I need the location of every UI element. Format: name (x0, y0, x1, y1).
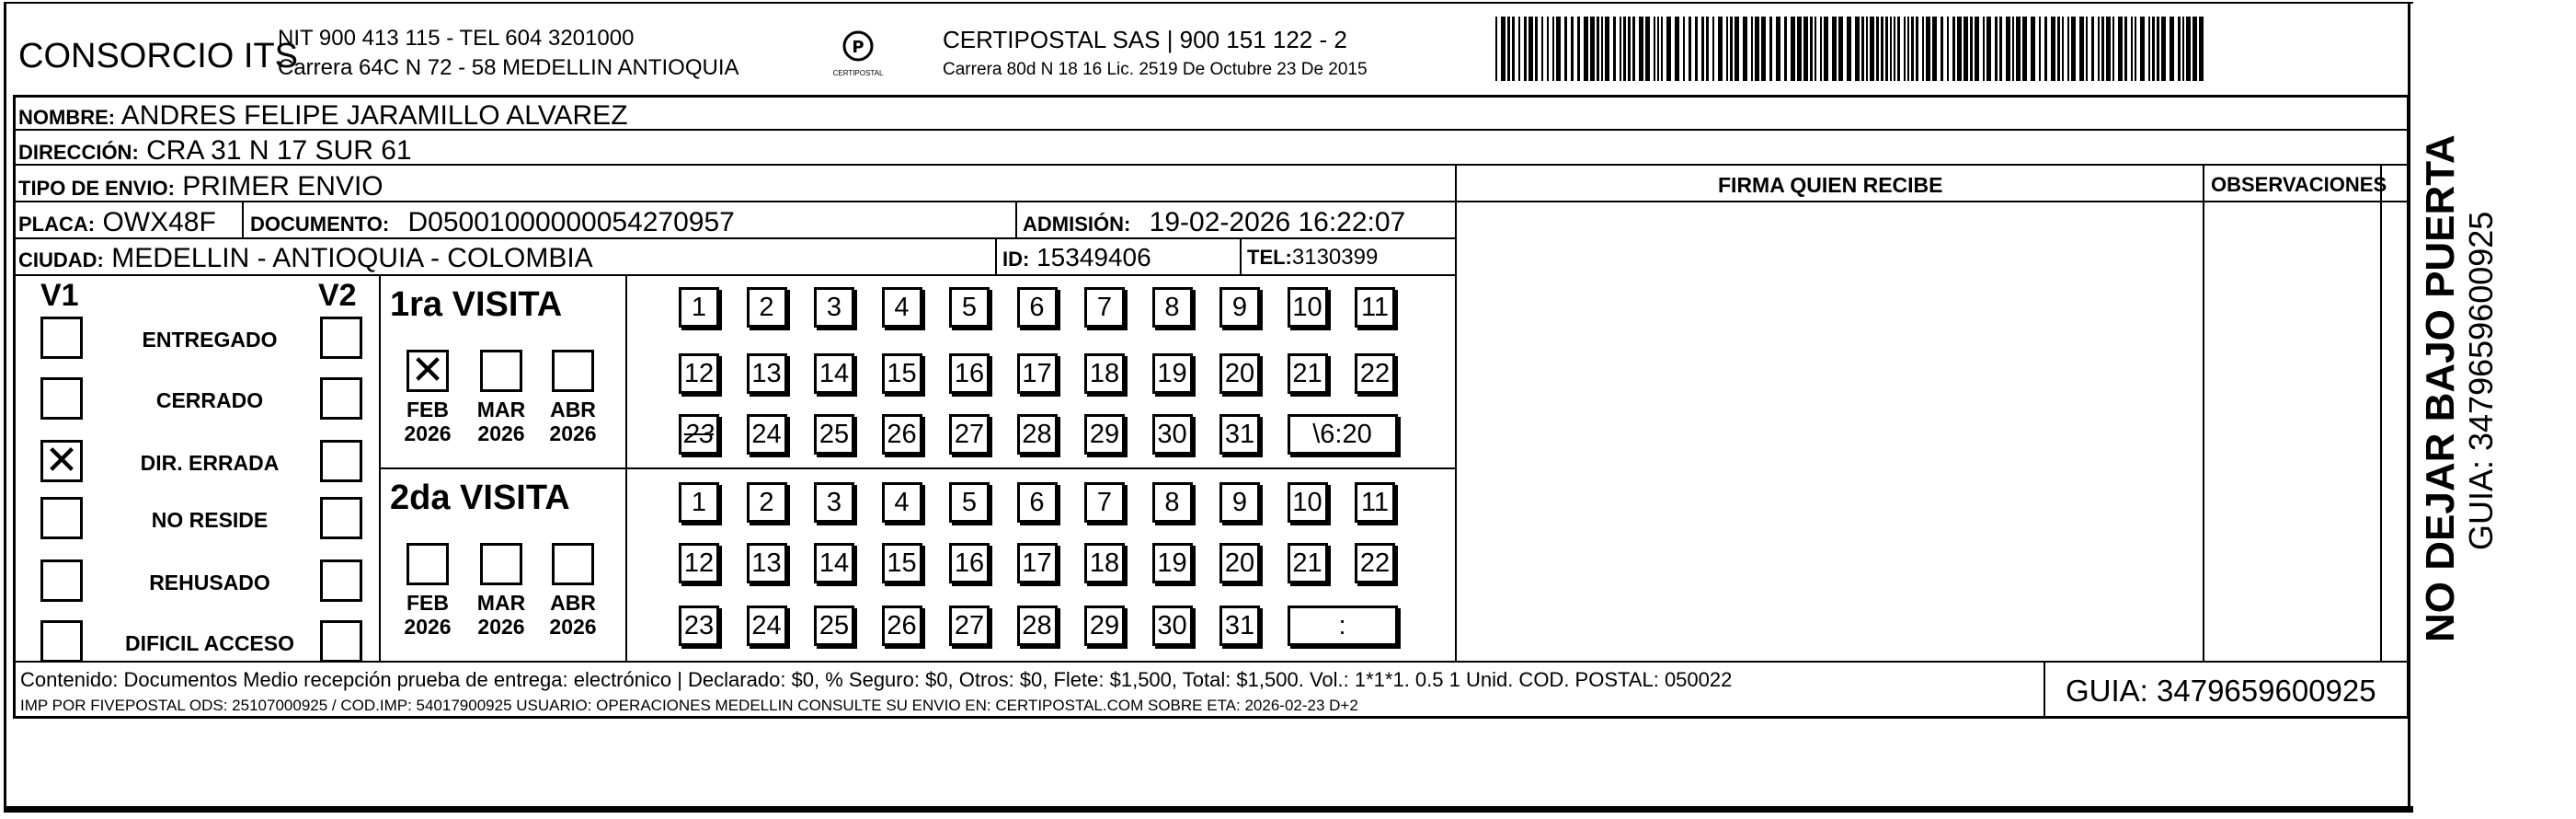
day-box[interactable]: 12 (679, 543, 719, 583)
day-box[interactable]: 6 (1017, 482, 1058, 523)
barcode-bar (2192, 17, 2197, 81)
barcode-bar (1970, 17, 1973, 81)
barcode-bar (1501, 17, 1506, 81)
day-box[interactable]: 11 (1355, 287, 1395, 328)
barcode-bar (1590, 17, 1595, 81)
barcode-bar (2098, 17, 2100, 81)
day-box[interactable]: 17 (1017, 543, 1058, 583)
day-box[interactable]: 21 (1288, 353, 1328, 394)
col-line (242, 201, 244, 238)
barcode-bar (1701, 17, 1704, 81)
day-box[interactable]: 16 (949, 543, 990, 583)
day-box[interactable]: 22 (1355, 353, 1395, 394)
v1-checkbox[interactable] (40, 437, 83, 484)
year-label: 2026 (549, 615, 597, 639)
barcode-bar (1894, 17, 1895, 81)
month-label: ABR (550, 398, 596, 421)
day-box[interactable]: 15 (882, 353, 922, 394)
barcode-bar (1861, 17, 1864, 81)
barcode-bar (1983, 17, 1985, 81)
day-box[interactable]: 26 (882, 414, 922, 455)
barcode-bar (2071, 17, 2076, 81)
barcode-bar (1541, 17, 1543, 81)
barcode-bar (1528, 17, 1533, 81)
v2-checkbox[interactable] (320, 317, 362, 359)
barcode-bar (1597, 17, 1599, 81)
barcode-bar (1577, 17, 1580, 81)
barcode-bar (1838, 17, 1843, 81)
barcode-bar (1730, 17, 1733, 81)
barcode-bar (1963, 17, 1968, 81)
status-label: DIFICIL ACCESO (124, 631, 295, 655)
barcode-bar (1832, 17, 1837, 81)
barcode-bar (1535, 17, 1538, 81)
day-box[interactable]: 31 (1219, 414, 1260, 455)
barcode-bar (2057, 17, 2060, 81)
barcode-bar (1885, 17, 1888, 81)
day-box[interactable]: 28 (1017, 414, 1058, 455)
day-box[interactable]: 5 (949, 287, 990, 328)
day-box[interactable]: 20 (1219, 353, 1260, 394)
barcode-bar (2091, 17, 2094, 81)
barcode-bar (1824, 17, 1828, 81)
barcode-bar (1518, 17, 1520, 81)
barcode-bar (1620, 17, 1621, 81)
barcode-bar (1897, 17, 1900, 81)
barcode-bar (2124, 17, 2127, 81)
status-label: NO RESIDE (151, 508, 269, 532)
col-line (1015, 201, 1017, 238)
placa-value: OWX48F (102, 207, 216, 237)
v1-checkbox[interactable] (40, 497, 83, 539)
barcode-bar (1916, 17, 1918, 81)
barcode-bar (1675, 17, 1679, 81)
barcode-bar (2140, 17, 2145, 81)
barcode-bar (2118, 17, 2123, 81)
check-mark-icon: ✕ (44, 437, 79, 484)
barcode-bar (1605, 17, 1609, 81)
barcode-bar (2161, 17, 2166, 81)
barcode-bar (1645, 17, 1650, 81)
barcode-bar (1601, 17, 1603, 81)
day-box[interactable]: 25 (814, 414, 854, 455)
status-label: DIR. ERRADA (140, 451, 280, 475)
barcode-bar (1613, 17, 1616, 81)
barcode-bar (1552, 17, 1554, 81)
barcode-bar (1975, 17, 1979, 81)
day-box[interactable]: 16 (949, 353, 990, 394)
id-value: 15349406 (1036, 243, 1151, 271)
day-box[interactable]: 19 (1152, 543, 1193, 583)
carrier-name: CERTIPOSTAL SAS | 900 151 122 - 2 (943, 26, 1347, 53)
barcode-bar (2170, 17, 2174, 81)
day-box[interactable]: 11 (1355, 482, 1395, 523)
day-box[interactable]: 27 (949, 414, 990, 455)
day-box[interactable]: 4 (882, 482, 922, 523)
barcode-bar (1957, 17, 1962, 81)
month-label: MAR (476, 591, 526, 615)
barcode-bar (1623, 17, 1626, 81)
day-box[interactable]: 18 (1084, 353, 1125, 394)
v1-checkbox[interactable] (40, 377, 83, 420)
day-box[interactable]: 30 (1152, 606, 1193, 646)
barcode-bar (2131, 17, 2133, 81)
month-checkbox[interactable] (552, 543, 594, 585)
company-name: CONSORCIO ITS (18, 37, 299, 75)
day-box[interactable]: 22 (1355, 543, 1395, 583)
barcode-bar (1815, 17, 1816, 81)
barcode-bar (1947, 17, 1949, 81)
barcode-bar (1769, 17, 1772, 81)
barcode-bar (2182, 17, 2184, 81)
day-box[interactable]: 29 (1084, 606, 1125, 646)
col-line (2380, 164, 2382, 662)
certipostal-logo (821, 28, 895, 83)
id-label: ID: (1002, 248, 1030, 271)
barcode-bar (1999, 17, 2002, 81)
barcode-bar (2101, 17, 2104, 81)
month-label: ABR (550, 591, 596, 615)
day-box[interactable]: 5 (949, 482, 990, 523)
barcode-bar (2012, 17, 2014, 81)
day-box[interactable]: 18 (1084, 543, 1125, 583)
barcode-bar (2031, 17, 2035, 81)
barcode-bar (1632, 17, 1635, 81)
barcode-bar (1907, 17, 1909, 81)
year-label: 2026 (404, 421, 452, 445)
day-box[interactable]: 30 (1152, 414, 1193, 455)
day-box[interactable]: 10 (1288, 287, 1328, 328)
barcode-bar (2186, 17, 2191, 81)
day-box[interactable]: 3 (814, 287, 854, 328)
barcode-bar (1628, 17, 1631, 81)
v2-checkbox[interactable] (320, 620, 362, 663)
barcode-bar (2148, 17, 2150, 81)
frame-top (4, 2, 2413, 4)
day-box[interactable]: 10 (1288, 482, 1328, 523)
nombre-label: NOMBRE: (18, 106, 116, 129)
ciudad-label: CIUDAD: (18, 248, 104, 271)
barcode-bar (1654, 17, 1655, 81)
year-label: 2026 (477, 615, 525, 639)
footer-imp: IMP POR FIVEPOSTAL ODS: 25107000925 / COD.IMP: 54017900925 USUARIO: OPERACIONES MEDELLIN CONSULTE SU ENVIO EN: CERTIPOSTAL.COM SOBRE ETA: 2026-02-23 D+2 (20, 697, 1358, 714)
barcode-bar (1820, 17, 1822, 81)
barcode-bar (1556, 17, 1561, 81)
barcode-bar (1495, 17, 1497, 81)
barcode-bar (1870, 17, 1874, 81)
barcode-bar (1712, 17, 1714, 81)
barcode-bar (1657, 17, 1659, 81)
barcode-bar (1995, 17, 1998, 81)
day-box[interactable]: 13 (747, 353, 787, 394)
barcode-bar (1735, 17, 1739, 81)
admision-value: 19-02-2026 16:22:07 (1149, 207, 1406, 237)
month-checkbox[interactable] (552, 350, 594, 392)
barcode-bar (1718, 17, 1723, 81)
day-box[interactable]: 4 (882, 287, 922, 328)
barcode-bar (2022, 17, 2027, 81)
v1-label: V1 (40, 278, 79, 313)
company-address: Carrera 64C N 72 - 58 MEDELLIN ANTIOQUIA (278, 55, 739, 80)
barcode-bar (1911, 17, 1914, 81)
day-box[interactable]: 31 (1219, 606, 1260, 646)
frame-left (4, 2, 6, 812)
barcode-bar (1776, 17, 1780, 81)
day-box[interactable]: 8 (1152, 287, 1193, 328)
barcode-bar (1706, 17, 1709, 81)
company-nit: NIT 900 413 115 - TEL 604 3201000 (278, 26, 635, 51)
barcode-bar (1922, 17, 1924, 81)
day-box[interactable]: 17 (1017, 353, 1058, 394)
barcode-bar (2157, 17, 2159, 81)
barcode-bar (1755, 17, 1759, 81)
barcode-bar (1866, 17, 1868, 81)
barcode-bar (1881, 17, 1883, 81)
col-line (379, 467, 1455, 469)
barcode (1495, 17, 2204, 81)
barcode-bar (2039, 17, 2041, 81)
day-box[interactable]: 8 (1152, 482, 1193, 523)
barcode-bar (1695, 17, 1698, 81)
barcode-bar (1932, 17, 1937, 81)
barcode-bar (1803, 17, 1808, 81)
month-label: FEB (406, 591, 449, 615)
barcode-bar (1904, 17, 1906, 81)
day-box[interactable]: 6 (1017, 287, 1058, 328)
barcode-bar (2006, 17, 2010, 81)
carrier-address: Carrera 80d N 18 16 Lic. 2519 De Octubre 23 De 2015 (943, 60, 1368, 79)
barcode-bar (2079, 17, 2084, 81)
day-box[interactable]: 19 (1152, 353, 1193, 394)
month-label: FEB (406, 398, 449, 421)
v2-checkbox[interactable] (320, 440, 362, 482)
month-checkbox[interactable] (480, 350, 522, 392)
barcode-bar (2062, 17, 2064, 81)
barcode-bar (1571, 17, 1574, 81)
barcode-bar (1689, 17, 1691, 81)
day-box[interactable]: 15 (882, 543, 922, 583)
day-box[interactable]: 14 (814, 543, 854, 583)
barcode-bar (1524, 17, 1527, 81)
tipo-value: PRIMER ENVIO (182, 171, 384, 202)
barcode-bar (1743, 17, 1747, 81)
barcode-bar (1661, 17, 1663, 81)
barcode-bar (2199, 17, 2204, 81)
day-box[interactable]: 12 (679, 353, 719, 394)
day-box[interactable]: 2 (747, 287, 787, 328)
time-box[interactable]: : (1288, 606, 1398, 646)
month-checkbox[interactable] (406, 347, 449, 394)
v2-checkbox[interactable] (320, 377, 362, 420)
barcode-bar (2086, 17, 2088, 81)
barcode-bar (1584, 17, 1588, 81)
barcode-bar (2135, 17, 2136, 81)
barcode-bar (1797, 17, 1802, 81)
day-box[interactable]: 21 (1288, 543, 1328, 583)
side-guia: GUIA: 3479659600925 (2462, 211, 2500, 550)
barcode-bar (1784, 17, 1787, 81)
barcode-bar (1926, 17, 1930, 81)
barcode-bar (2051, 17, 2055, 81)
day-box[interactable]: 25 (814, 606, 854, 646)
barcode-bar (2044, 17, 2047, 81)
barcode-bar (1761, 17, 1766, 81)
day-box[interactable]: 29 (1084, 414, 1125, 455)
svg-text:CERTIPOSTAL: CERTIPOSTAL (832, 69, 884, 77)
month-checkbox[interactable] (480, 543, 522, 585)
day-box[interactable]: 23 (679, 606, 719, 646)
ciudad-value: MEDELLIN - ANTIOQUIA - COLOMBIA (111, 243, 593, 273)
status-label: REHUSADO (149, 571, 270, 594)
barcode-bar (1952, 17, 1955, 81)
check-mark-icon: ✕ (410, 347, 445, 394)
v1-checkbox[interactable] (40, 620, 83, 663)
day-box[interactable]: 27 (949, 606, 990, 646)
documento-value: D05001000000054270957 (407, 207, 735, 237)
tel-label: TEL: (1247, 246, 1292, 269)
day-box[interactable]: 13 (747, 543, 787, 583)
observaciones-header: OBSERVACIONES (2211, 173, 2387, 196)
frame-bottom (4, 806, 2413, 813)
day-box[interactable]: 20 (1219, 543, 1260, 583)
row-line (13, 274, 1455, 276)
day-box[interactable]: 9 (1219, 482, 1260, 523)
barcode-bar (1751, 17, 1753, 81)
v2-label: V2 (318, 278, 357, 313)
day-box[interactable]: 7 (1084, 482, 1125, 523)
placa-label: PLACA: (18, 213, 96, 236)
status-label: ENTREGADO (142, 328, 278, 352)
barcode-bar (1941, 17, 1943, 81)
tel-value: 3130399 (1291, 245, 1379, 270)
col-line (995, 237, 997, 275)
barcode-bar (1666, 17, 1671, 81)
time-box[interactable]: \6:20 (1288, 414, 1398, 455)
svg-text:P: P (852, 38, 864, 57)
visit1-title: 1ra VISITA (390, 285, 563, 324)
v2-checkbox[interactable] (320, 559, 362, 602)
col-line (1240, 237, 1242, 275)
day-box[interactable]: 7 (1084, 287, 1125, 328)
barcode-bar (1639, 17, 1643, 81)
barcode-bar (1855, 17, 1860, 81)
day-box[interactable]: 3 (814, 482, 854, 523)
firma-header: FIRMA QUIEN RECIBE (1718, 173, 1943, 197)
barcode-bar (1726, 17, 1728, 81)
barcode-bar (2112, 17, 2114, 81)
barcode-bar (2106, 17, 2111, 81)
barcode-bar (1810, 17, 1813, 81)
day-box[interactable]: 28 (1017, 606, 1058, 646)
month-checkbox[interactable] (406, 543, 449, 585)
footer-content: Contenido: Documentos Medio recepción prueba de entrega: electrónico | Declarado: $0, % Seguro: $0, Otros: $0, Flete: $1,500, Total: $1,500. Vol.: 1*1*1. 0.5 1 Unid. COD. POSTAL: 050022 (20, 668, 1733, 691)
v1-checkbox[interactable] (40, 317, 83, 359)
barcode-bar (1507, 17, 1510, 81)
documento-label: DOCUMENTO: (250, 213, 390, 236)
no-dejar-bajo-puerta: NO DEJAR BAJO PUERTA (2418, 134, 2463, 642)
year-label: 2026 (549, 421, 597, 445)
status-label: CERRADO (155, 388, 264, 412)
nombre-value: ANDRES FELIPE JARAMILLO ALVAREZ (120, 100, 628, 131)
barcode-bar (1876, 17, 1879, 81)
day-box[interactable]: 24 (747, 606, 787, 646)
tipo-label: TIPO DE ENVIO: (18, 177, 175, 200)
month-label: MAR (476, 398, 526, 421)
v2-checkbox[interactable] (320, 497, 362, 539)
barcode-bar (2067, 17, 2069, 81)
day-box[interactable]: 1 (679, 482, 719, 523)
col-line (1455, 164, 1457, 662)
barcode-bar (1791, 17, 1795, 81)
direccion-value: CRA 31 N 17 SUR 61 (146, 135, 412, 166)
day-box[interactable]: 2 (747, 482, 787, 523)
direccion-label: DIRECCIÓN: (18, 141, 139, 164)
day-box[interactable]: 24 (747, 414, 787, 455)
admision-label: ADMISIÓN: (1023, 213, 1131, 236)
day-box[interactable]: 9 (1219, 287, 1260, 328)
day-box[interactable]: 14 (814, 353, 854, 394)
day-box[interactable]: 26 (882, 606, 922, 646)
barcode-bar (1547, 17, 1549, 81)
barcode-bar (1847, 17, 1851, 81)
barcode-bar (2016, 17, 2021, 81)
v1-checkbox[interactable] (40, 559, 83, 602)
year-label: 2026 (404, 615, 452, 639)
barcode-bar (2152, 17, 2155, 81)
barcode-bar (1890, 17, 1892, 81)
barcode-bar (1564, 17, 1567, 81)
day-box[interactable]: 23 (679, 414, 719, 455)
col-line (2203, 164, 2204, 662)
footer-guia: GUIA: 3479659600925 (2066, 674, 2376, 708)
year-label: 2026 (477, 421, 525, 445)
barcode-bar (1683, 17, 1685, 81)
visit2-title: 2da VISITA (390, 479, 570, 517)
day-box[interactable]: 1 (679, 287, 719, 328)
barcode-bar (2178, 17, 2181, 81)
barcode-bar (1986, 17, 1991, 81)
row-line (13, 237, 1455, 239)
barcode-bar (1512, 17, 1515, 81)
side-notice (2418, 118, 2500, 642)
